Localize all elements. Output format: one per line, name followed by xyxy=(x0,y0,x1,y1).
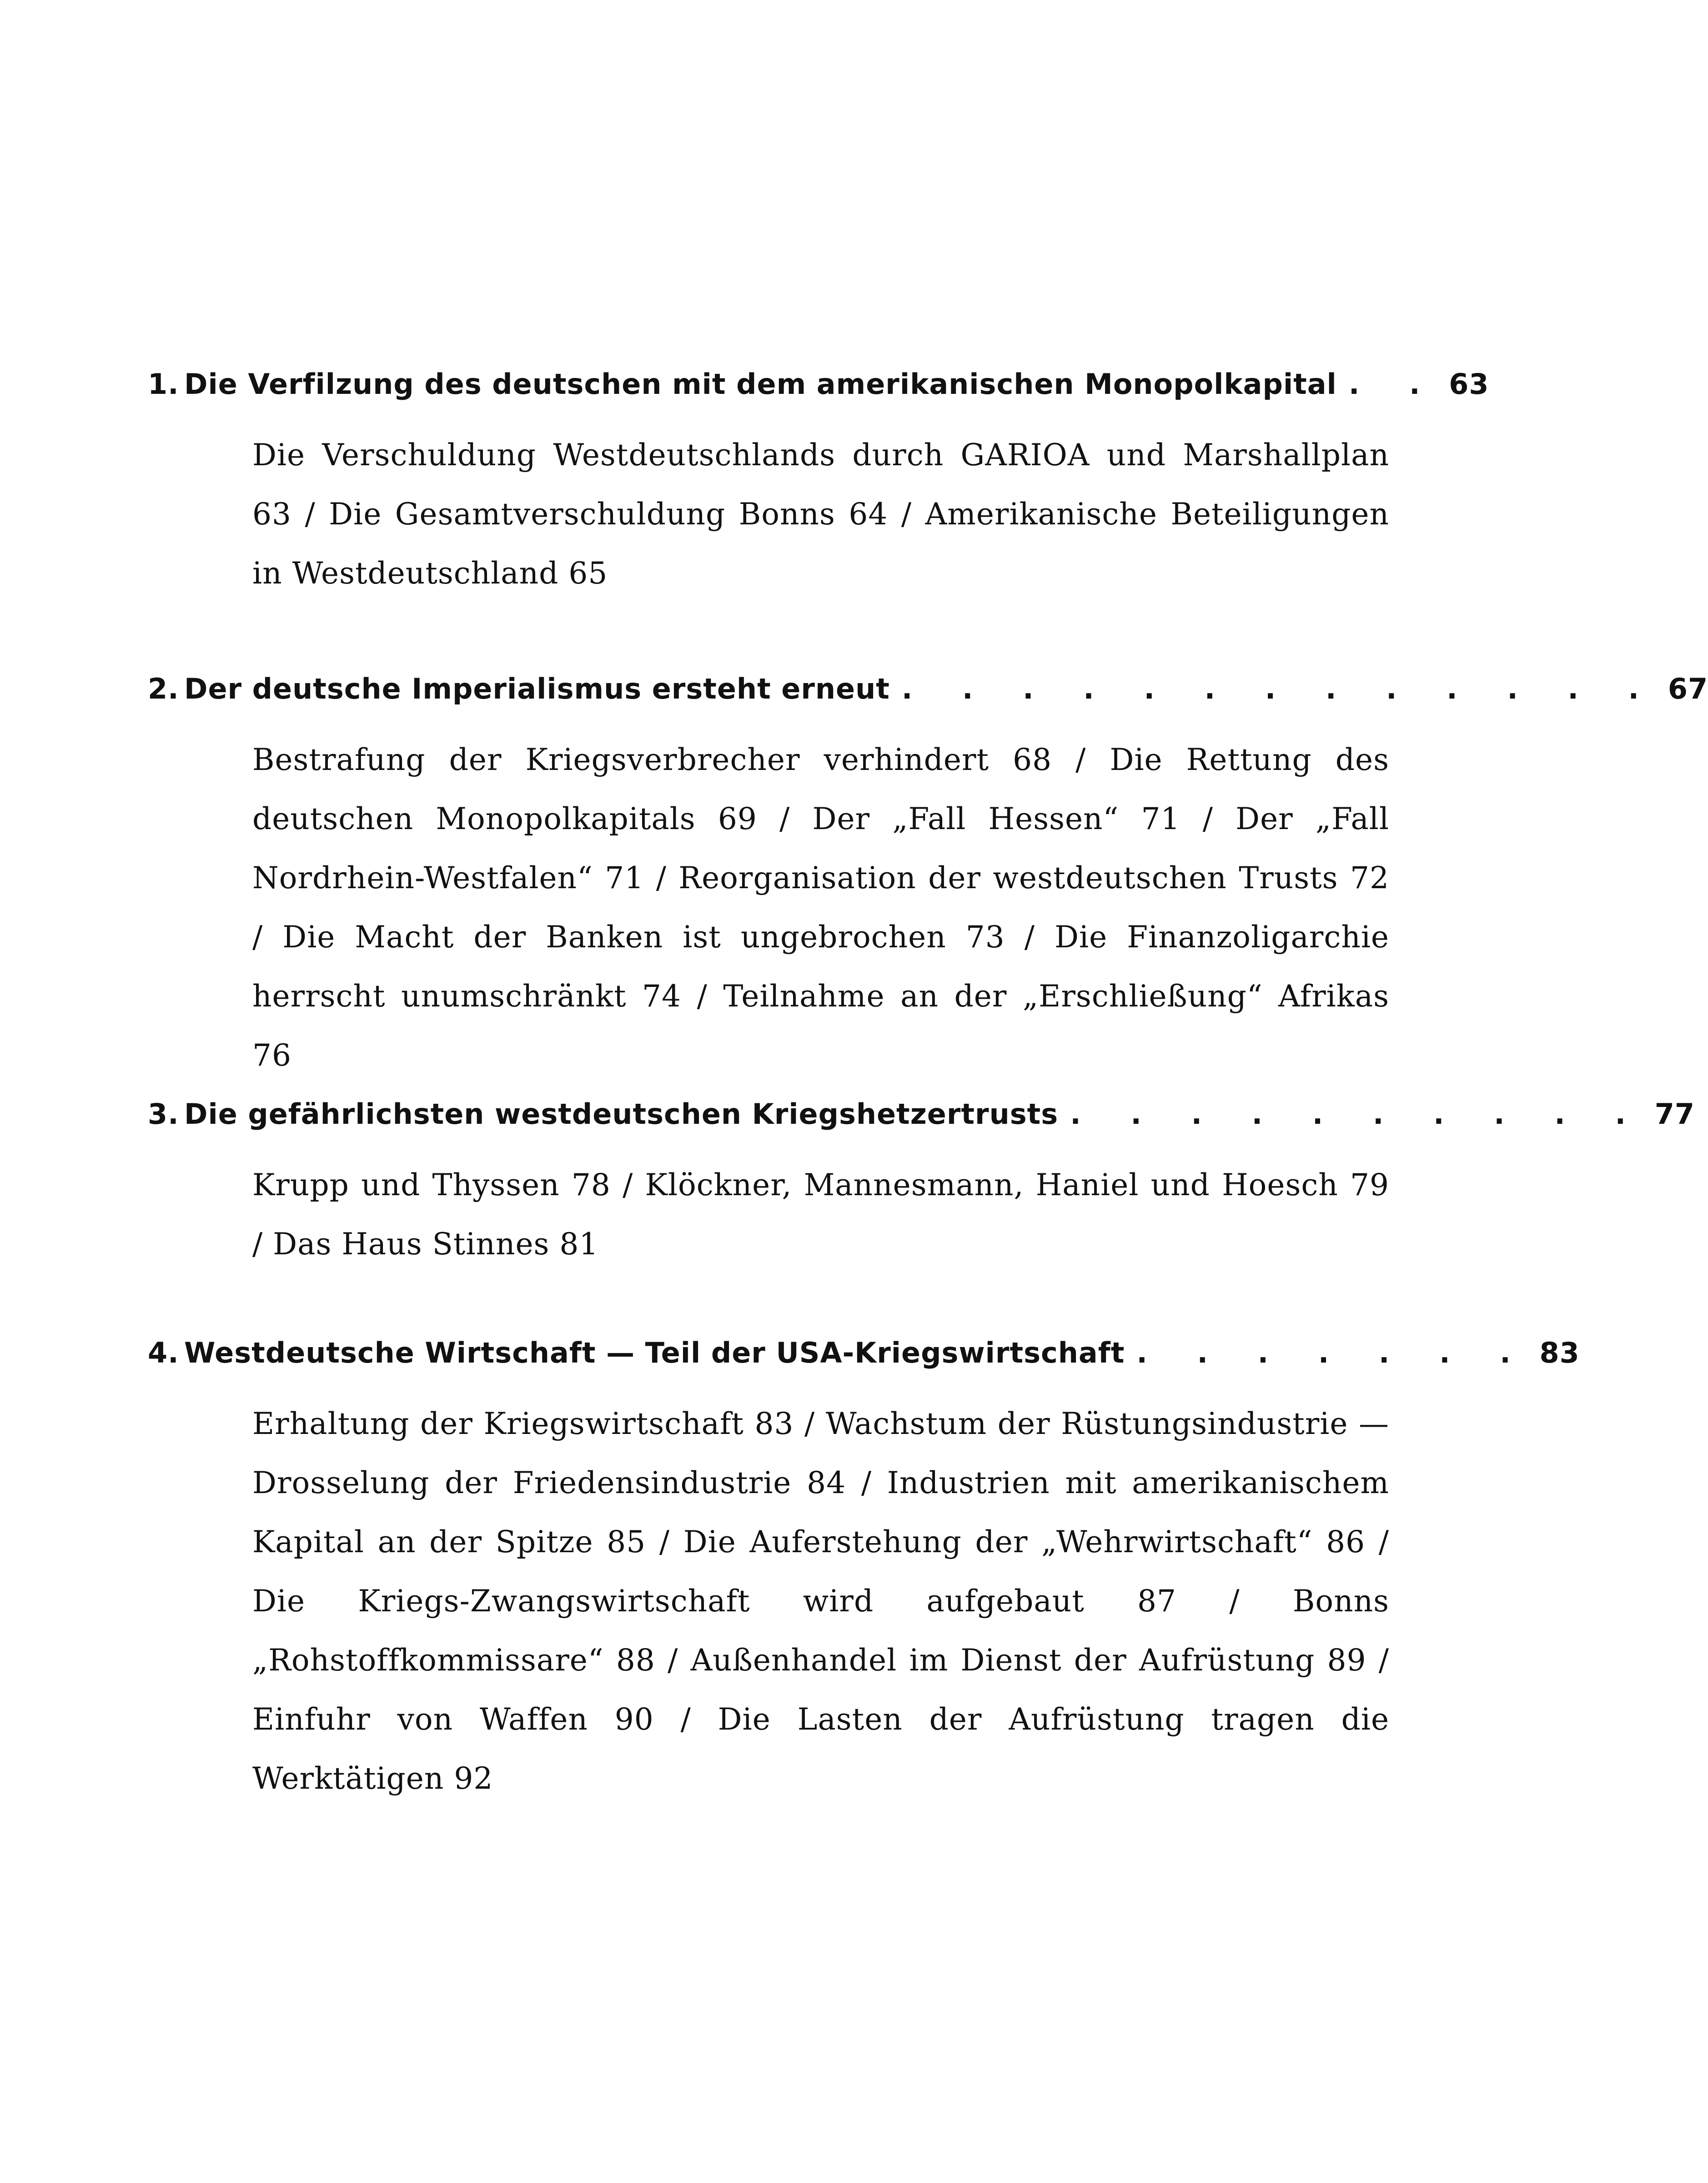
toc-page-number: 83 xyxy=(1539,1336,1580,1369)
toc-entry-1 xyxy=(148,359,1489,603)
toc-subtopics: Krupp und Thyssen 78 / Klöckner, Mannesmann, Haniel und Hoesch 79 / Das Haus Stinnes 81 xyxy=(252,1167,1389,1262)
toc-subtopics: Die Verschuldung Westdeutschlands durch GARIOA und Marshallplan 63 / Die Gesamtverschuldung Bonns 64 / Amerikanische Beteiligungen in Westdeutschland 65 xyxy=(252,438,1389,591)
toc-heading-3 xyxy=(148,1089,1695,1139)
toc-title: Westdeutsche Wirtschaft — Teil der USA-Kriegswirtschaft xyxy=(184,1336,1125,1369)
toc-page-number: 67 xyxy=(1668,672,1708,705)
toc-heading-2 xyxy=(148,664,1708,714)
toc-number: 4. xyxy=(148,1336,179,1369)
toc-title: Die Verfilzung des deutschen mit dem amerikanischen Monopolkapital xyxy=(184,367,1337,401)
toc-title: Die gefährlichsten westdeutschen Kriegshetzertrusts xyxy=(184,1097,1059,1131)
toc-heading-1 xyxy=(148,359,1489,409)
toc-number: 2. xyxy=(148,672,179,705)
toc-entry-4 xyxy=(148,1328,1580,1808)
toc-page-number: 63 xyxy=(1449,367,1489,401)
toc-entry-2 xyxy=(148,664,1708,1085)
toc-heading-4 xyxy=(148,1328,1580,1378)
toc-dot-leader: . . . . . . . . . . xyxy=(1070,1097,1646,1131)
toc-number: 3. xyxy=(148,1097,179,1131)
toc-subtopics: Erhaltung der Kriegswirtschaft 83 / Wachstum der Rüstungsindustrie — Drosselung der Friedensindustrie 84 / Industrien mit amerikanischem Kapital an der Spitze 85 / Die Auferstehung der „Wehrwirtschaft“ 86 / Die Kriegs-Zwangswirtschaft wird aufgebaut 87 / Bonns „Rohstoffkommissare“ 88 / Außenhandel im Dienst der Aufrüstung 89 / Einfuhr von Waffen 90 / Die Lasten der Aufrüstung tragen die Werktätigen 92 xyxy=(252,1406,1389,1796)
toc-title: Der deutsche Imperialismus ersteht erneut xyxy=(184,672,890,705)
toc-dot-leader: . . . . . . . . . . . . . xyxy=(901,672,1659,705)
toc-subtopics: Bestrafung der Kriegsverbrecher verhindert 68 / Die Rettung des deutschen Monopolkapitals 69 / Der „Fall Hessen“ 71 / Der „Fall Nordrhein-Westfalen“ 71 / Reorganisation der westdeutschen Trusts 72 / Die Macht der Banken ist ungebrochen 73 / Die Finanzoligarchie herrscht unumschränkt 74 / Teilnahme an der „Erschließung“ Afrikas 76 xyxy=(252,742,1389,1073)
toc-number: 1. xyxy=(148,367,179,401)
toc-dot-leader: . . . . . . . xyxy=(1136,1336,1531,1369)
toc-dot-leader: . . xyxy=(1348,367,1440,401)
toc-entry-3 xyxy=(148,1089,1695,1274)
toc-page-number: 77 xyxy=(1654,1097,1695,1131)
